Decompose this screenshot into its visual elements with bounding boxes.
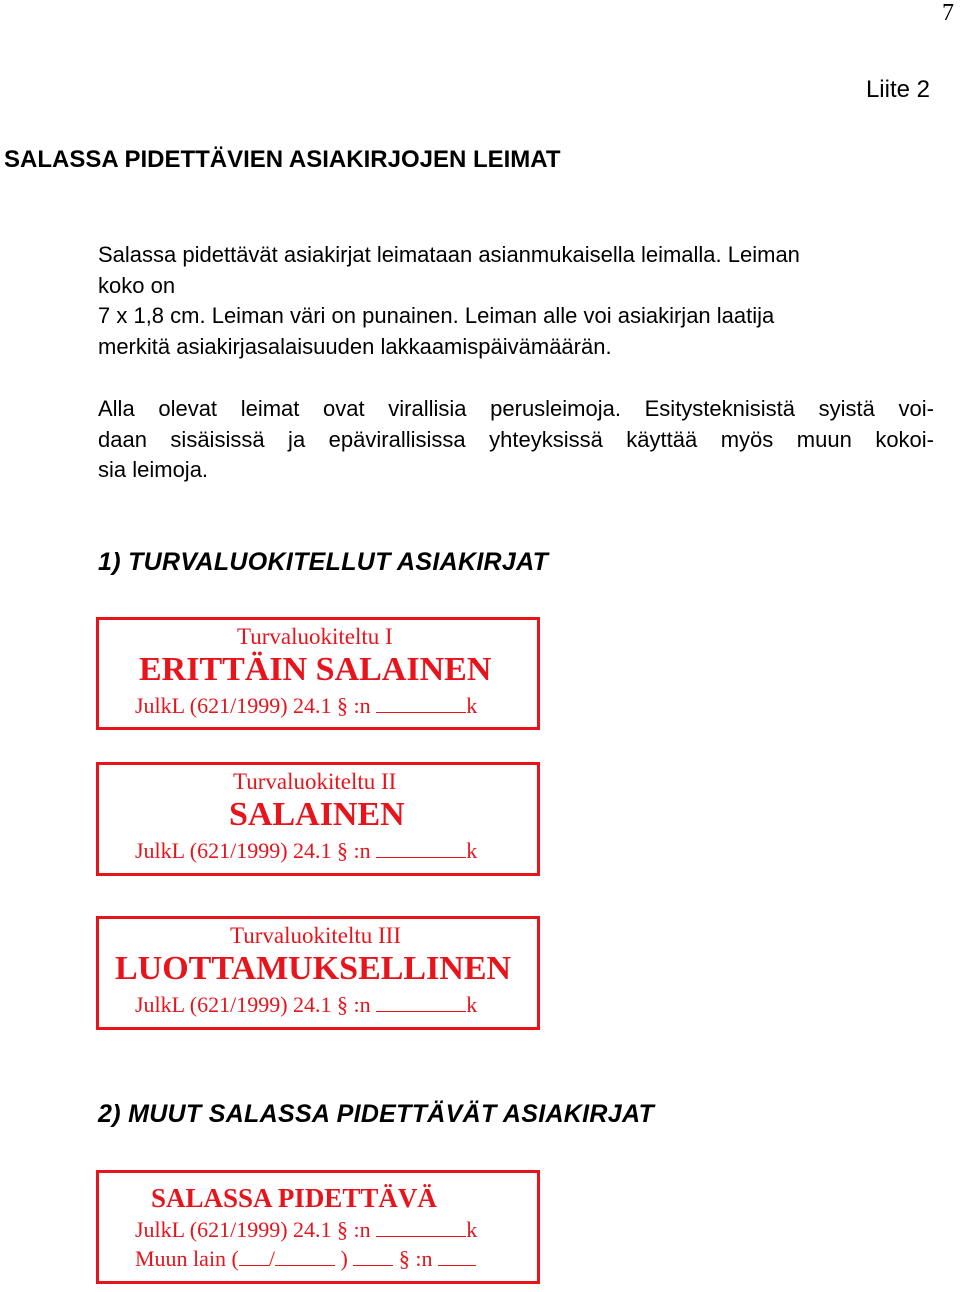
stamp-classification: Turvaluokiteltu III [230,923,401,948]
other-law-slash: / [268,1246,276,1271]
section-heading-other: 2) MUUT SALASSA PIDETTÄVÄT ASIAKIRJAT [98,1100,655,1128]
law-suffix: k [466,992,478,1017]
law-number-blank [239,1247,269,1266]
stamp-classification: Turvaluokiteltu II [233,769,397,794]
law-prefix: JulkL (621/1999) 24.1 § :n [135,838,371,863]
note-line-1: Alla olevat leimat ovat virallisia perusleimoja. Esitysteknisistä syistä voi- [98,396,934,421]
other-law-open: Muun lain ( [135,1246,239,1271]
date-blank [376,993,466,1012]
law-suffix: k [466,693,478,718]
intro-paragraph [98,240,934,362]
stamp-law-reference [135,1217,477,1243]
law-suffix: k [466,1217,478,1242]
stamp-title: SALASSA PIDETTÄVÄ [151,1183,437,1213]
stamp-law-reference [135,992,477,1018]
law-suffix: k [466,838,478,863]
subsection-blank [438,1247,476,1266]
stamp-level: ERITTÄIN SALAINEN [139,651,492,688]
stamp-level: LUOTTAMUKSELLINEN [115,950,512,987]
note-line-3: sia leimoja. [98,457,209,482]
note-paragraph [98,394,934,486]
law-prefix: JulkL (621/1999) 24.1 § :n [135,693,371,718]
date-blank [376,839,466,858]
note-line-2: daan sisäisissä ja epävirallisissa yhteyksissä käyttää myös muun kokoi- [98,426,934,452]
page-title: SALASSA PIDETTÄVIEN ASIAKIRJOJEN LEIMAT [4,146,561,173]
stamp-level: SALAINEN [229,796,405,833]
stamp-confidential [96,916,540,1030]
stamp-classification: Turvaluokiteltu I [237,624,393,649]
stamp-law-reference [135,838,477,864]
section-heading-classified: 1) TURVALUOKITELLUT ASIAKIRJAT [98,548,549,576]
law-prefix: JulkL (621/1999) 24.1 § :n [135,1217,371,1242]
date-blank [376,694,466,713]
stamp-top-secret [96,617,540,730]
appendix-label: Liite 2 [865,76,930,103]
intro-line-4: merkitä asiakirjasalaisuuden lakkaamispäivämäärän. [98,333,612,359]
other-law-close: ) [340,1246,348,1271]
law-year-blank [275,1247,335,1266]
law-prefix: JulkL (621/1999) 24.1 § :n [135,992,371,1017]
other-law-section: § :n [398,1246,433,1271]
stamp-other-secret [96,1170,540,1284]
stamp-other-law-reference [135,1246,476,1272]
page-number: 7 [942,0,954,26]
intro-line-1: Salassa pidettävät asiakirjat leimataan asianmukaisella leimalla. Leiman [98,242,800,267]
intro-line-3: 7 x 1,8 cm. Leiman väri on punainen. Leiman alle voi asiakirjan laatija [98,303,775,328]
stamp-law-reference [135,693,477,719]
intro-line-2: koko on [98,272,176,298]
stamp-secret [96,762,540,876]
date-blank [376,1218,466,1237]
section-blank [353,1247,393,1266]
